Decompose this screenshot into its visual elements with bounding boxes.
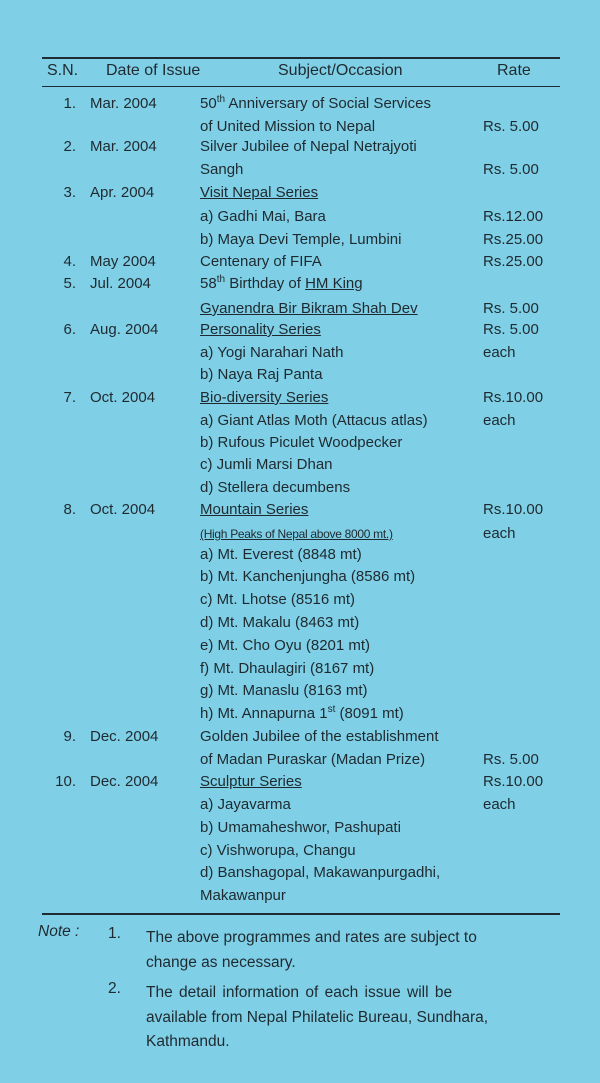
row-subject	[200, 273, 363, 295]
row-subject: a) Yogi Narahari Nath	[200, 344, 344, 361]
table-bottom-rule	[42, 913, 560, 915]
row-subject: Visit Nepal Series	[200, 184, 319, 201]
row-date: Mar. 2004	[90, 95, 157, 112]
table-row	[0, 206, 600, 228]
row-rate: Rs. 5.00	[483, 751, 539, 768]
header-subject: Subject/Occasion	[278, 62, 403, 79]
table-row	[0, 477, 600, 499]
row-subject: b) Mt. Kanchenjungha (8586 mt)	[200, 568, 416, 585]
row-rate: Rs. 5.00	[483, 118, 539, 135]
row-sn: 9.	[63, 728, 76, 745]
row-subject: Personality Series	[200, 321, 321, 338]
table-row	[0, 93, 600, 115]
header-date: Date of Issue	[106, 62, 201, 79]
note-2-line2: available from Nepal Philatelic Bureau, Sundhara,	[146, 1009, 489, 1026]
row-rate: Rs. 5.00	[483, 321, 539, 338]
row-subject: c) Vishworupa, Changu	[200, 842, 356, 859]
row-rate: Rs.10.00	[483, 389, 544, 406]
table-row	[0, 229, 600, 251]
row-rate: each	[483, 412, 516, 429]
table-row	[0, 635, 600, 657]
table-row	[0, 771, 600, 793]
header-bottom-rule	[42, 86, 560, 87]
row-subject: a) Gadhi Mai, Bara	[200, 208, 326, 225]
row-rate: each	[483, 344, 516, 361]
row-subject: d) Banshagopal, Makawanpurgadhi,	[200, 864, 441, 881]
row-subject: e) Mt. Cho Oyu (8201 mt)	[200, 637, 371, 654]
table-row	[0, 658, 600, 680]
row-rate: Rs.10.00	[483, 501, 544, 518]
row-subject: d) Stellera decumbens	[200, 479, 351, 496]
table-row	[0, 885, 600, 907]
row-subject: g) Mt. Manaslu (8163 mt)	[200, 682, 368, 699]
row-subject: Centenary of FIFA	[200, 253, 322, 270]
table-row	[0, 589, 600, 611]
subject-text: HM King	[305, 275, 363, 292]
table-row	[0, 680, 600, 702]
table-row	[0, 298, 600, 320]
row-sn: 7.	[63, 389, 76, 406]
row-rate: Rs.25.00	[483, 231, 544, 248]
row-subject: Sangh	[200, 161, 244, 178]
table-row	[0, 749, 600, 771]
table-row	[0, 387, 600, 409]
subject-text: 50	[200, 95, 217, 112]
row-subject: b) Umamaheshwor, Pashupati	[200, 819, 401, 836]
table-row	[0, 703, 600, 725]
table-row	[0, 273, 600, 295]
table-row	[0, 566, 600, 588]
row-rate: Rs.12.00	[483, 208, 544, 225]
table-row	[0, 136, 600, 158]
row-subject: Bio-diversity Series	[200, 389, 329, 406]
row-rate: Rs.10.00	[483, 773, 544, 790]
row-sn: 10.	[55, 773, 76, 790]
row-rate: each	[483, 525, 516, 542]
header-sn: S.N.	[47, 62, 79, 79]
table-row	[0, 410, 600, 432]
row-rate: Rs. 5.00	[483, 161, 539, 178]
row-sn: 2.	[63, 138, 76, 155]
row-subject: Mountain Series	[200, 501, 309, 518]
table-row	[0, 251, 600, 273]
row-subject: a) Giant Atlas Moth (Attacus atlas)	[200, 412, 428, 429]
table-row	[0, 726, 600, 748]
row-sn: 4.	[63, 253, 76, 270]
row-subject	[200, 703, 404, 725]
table-row	[0, 499, 600, 521]
table-row	[0, 523, 600, 545]
table-row	[0, 840, 600, 862]
row-sn: 6.	[63, 321, 76, 338]
table-row	[0, 817, 600, 839]
row-subject: d) Mt. Makalu (8463 mt)	[200, 614, 360, 631]
superscript: th	[216, 94, 226, 105]
row-date: Dec. 2004	[90, 773, 159, 790]
table-row	[0, 116, 600, 138]
row-subject: Silver Jubilee of Nepal Netrajyoti	[200, 138, 417, 155]
row-rate: each	[483, 796, 516, 813]
note-1-line1: The above programmes and rates are subject to	[146, 929, 477, 946]
row-date: Dec. 2004	[90, 728, 159, 745]
subject-text: Anniversary of Social Services	[225, 95, 431, 112]
row-date: Oct. 2004	[90, 501, 156, 518]
table-row	[0, 159, 600, 181]
row-subject: Sculptur Series	[200, 773, 302, 790]
subject-text: (8091 mt)	[335, 705, 404, 722]
table-row	[0, 182, 600, 204]
superscript: th	[216, 274, 226, 285]
row-subject: a) Mt. Everest (8848 mt)	[200, 546, 362, 563]
note-1-number: 1.	[108, 925, 121, 942]
row-rate: Rs.25.00	[483, 253, 544, 270]
header-rate: Rate	[497, 62, 531, 79]
row-sn: 8.	[63, 501, 76, 518]
row-subject: Gyanendra Bir Bikram Shah Dev	[200, 300, 418, 317]
row-subject: of Madan Puraskar (Madan Prize)	[200, 751, 426, 768]
row-subject: b) Naya Raj Panta	[200, 366, 323, 383]
row-subject	[200, 93, 431, 115]
table-row	[0, 612, 600, 634]
row-date: May 2004	[90, 253, 156, 270]
table-row	[0, 794, 600, 816]
table-row	[0, 862, 600, 884]
row-subject: Makawanpur	[200, 887, 286, 904]
table-row	[0, 432, 600, 454]
row-subject: Golden Jubilee of the establishment	[200, 728, 439, 745]
table-row	[0, 364, 600, 386]
row-subject: (High Peaks of Nepal above 8000 mt.)	[200, 527, 393, 541]
row-date: Mar. 2004	[90, 138, 157, 155]
row-sn: 3.	[63, 184, 76, 201]
row-subject: b) Rufous Piculet Woodpecker	[200, 434, 403, 451]
table-row	[0, 319, 600, 341]
row-subject: a) Jayavarma	[200, 796, 291, 813]
row-sn: 5.	[63, 275, 76, 292]
row-date: Jul. 2004	[90, 275, 151, 292]
subject-text: 58	[200, 275, 217, 292]
row-rate: Rs. 5.00	[483, 300, 539, 317]
row-subject: of United Mission to Nepal	[200, 118, 376, 135]
row-date: Aug. 2004	[90, 321, 159, 338]
subject-text: Birthday of	[225, 275, 306, 292]
table-row	[0, 342, 600, 364]
subject-text: h) Mt. Annapurna 1	[200, 705, 328, 722]
note-1-line2: change as necessary.	[146, 954, 296, 971]
row-subject: c) Jumli Marsi Dhan	[200, 456, 333, 473]
table-row	[0, 454, 600, 476]
row-date: Oct. 2004	[90, 389, 156, 406]
row-subject: c) Mt. Lhotse (8516 mt)	[200, 591, 356, 608]
row-date: Apr. 2004	[90, 184, 155, 201]
note-label: Note :	[38, 923, 80, 940]
row-subject: f) Mt. Dhaulagiri (8167 mt)	[200, 660, 375, 677]
note-2-line3: Kathmandu.	[146, 1033, 230, 1050]
table-row	[0, 544, 600, 566]
table-top-rule	[42, 57, 560, 59]
note-2-number: 2.	[108, 980, 121, 997]
row-sn: 1.	[63, 95, 76, 112]
row-subject: b) Maya Devi Temple, Lumbini	[200, 231, 402, 248]
note-2-line1: The detail information of each issue will be	[146, 984, 453, 1001]
superscript: st	[327, 704, 336, 715]
